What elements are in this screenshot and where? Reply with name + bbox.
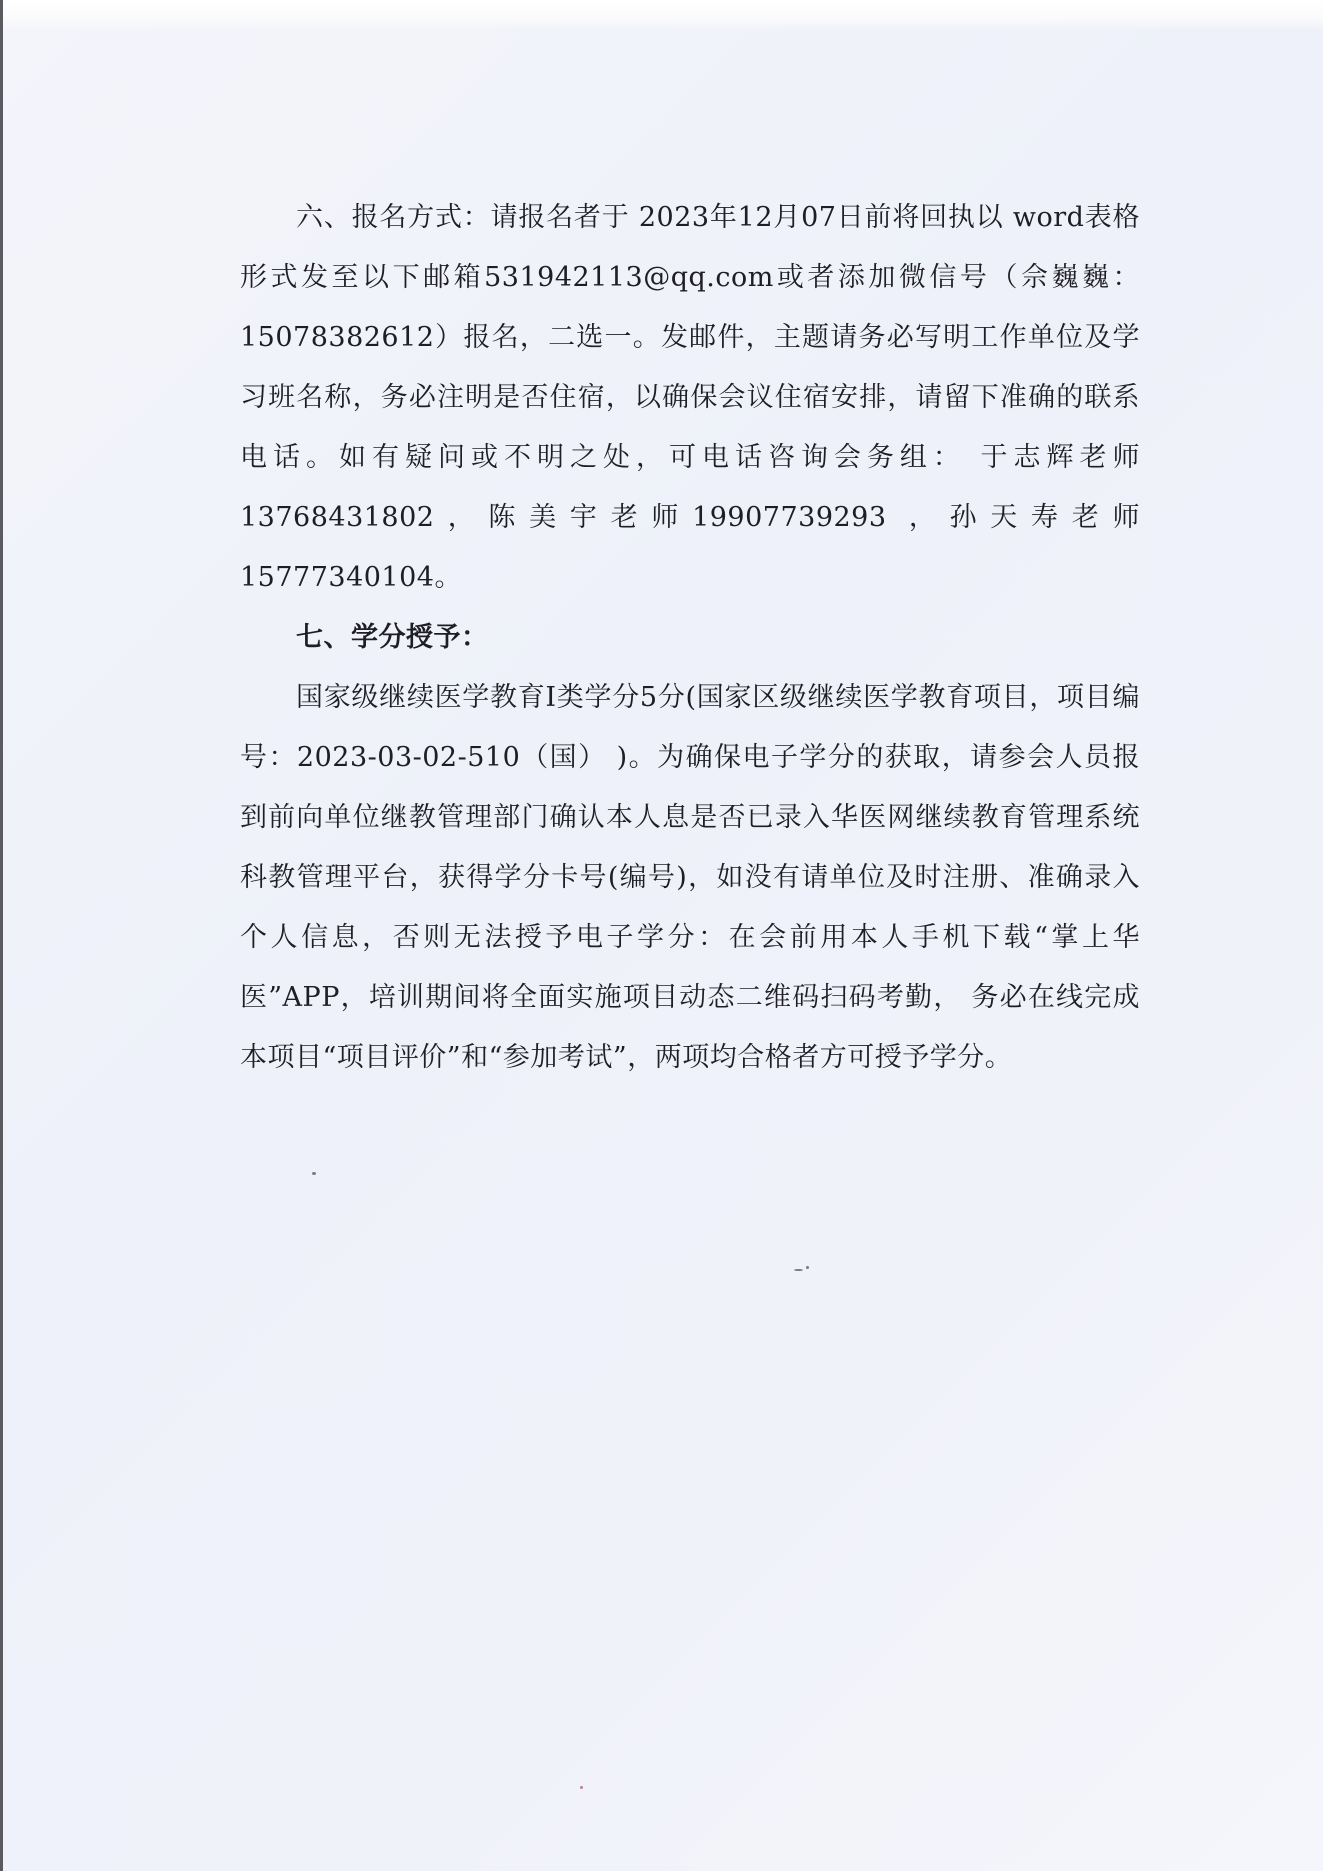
scan-speck [806,1266,809,1269]
section-7-heading: 七、学分授予： [296,622,489,653]
scan-speck [312,1172,316,1175]
scan-speck [794,1269,803,1271]
section-6-registration-paragraph: 六、报名方式：请报名者于 2023年12月07日前将回执以 word表格形式发至以下邮箱531942113@qq.com或者添加微信号（佘巍巍：15078382612）报名，二选一。发邮件，主题请务必写明工作单位及学习班名称，务必注明是否住宿，以确保会议住宿安排，请留下准确的联系电话。如有疑问或不明之处，可电话咨询会务组： 于志辉老师13768431802，陈美宇老师19907739293 ，孙天寿老师15777340104。 [240,202,1140,593]
section-7-credit-paragraph: 国家级继续医学教育Ⅰ类学分5分(国家区级继续医学教育项目，项目编号：2023-03-02-510（国） )。为确保电子学分的获取，请参会人员报到前向单位继教管理部门确认本人息是否已录入华医网继续教育管理系统科教管理平台，获得学分卡号(编号)，如没有请单位及时注册、准确录入个人信息，否则无法授予电子学分：在会前用本人手机下载“掌上华医”APP，培训期间将全面实施项目动态二维码扫码考勤， 务必在线完成本项目“项目评价”和“参加考试”，两项均合格者方可授予学分。 [240,682,1140,1073]
scan-left-edge [0,0,3,1871]
scan-top-edge [0,0,1323,30]
scan-speck [580,1786,583,1789]
document-body [240,188,1140,1088]
